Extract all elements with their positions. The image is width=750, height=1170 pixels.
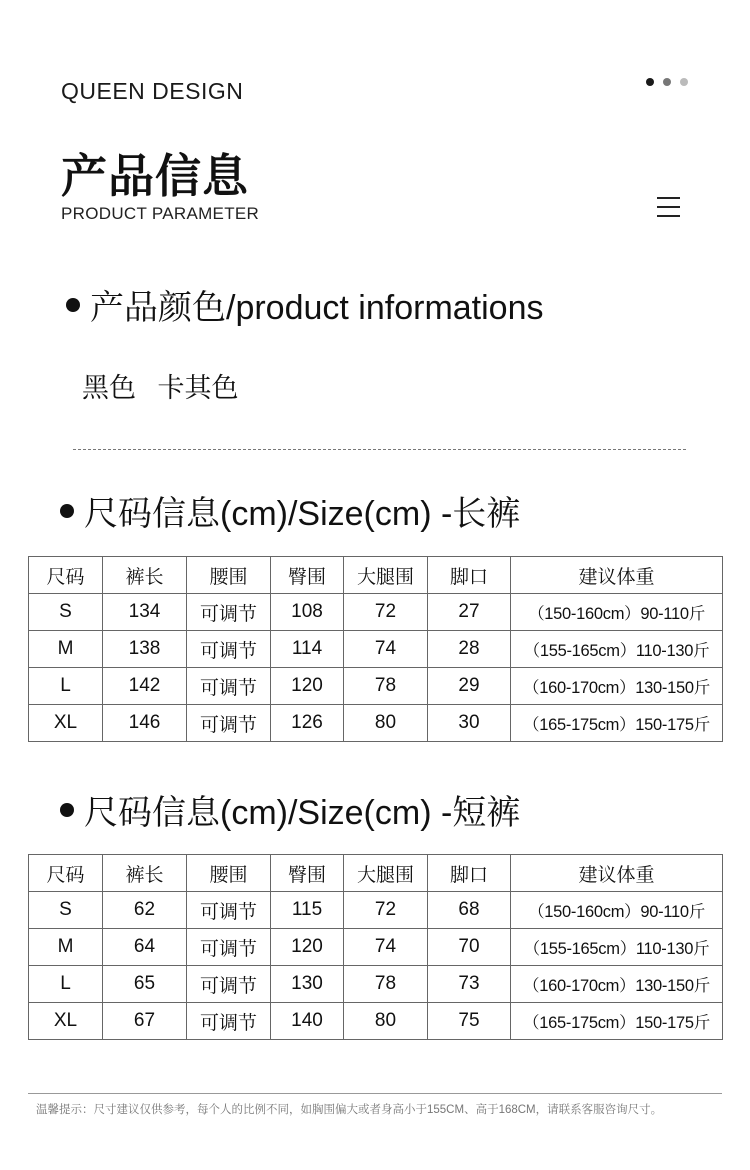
table-cell: 78 (344, 668, 428, 705)
table-row (29, 1003, 723, 1040)
table-row (29, 929, 723, 966)
table-cell: M (29, 631, 103, 668)
table-cell: 74 (344, 929, 428, 966)
column-header: 尺码 (29, 855, 103, 892)
table-cell: （165-175cm）150-175斤 (511, 705, 723, 742)
bullet-icon (60, 504, 74, 518)
table-cell: 75 (428, 1003, 511, 1040)
table-cell: 138 (103, 631, 187, 668)
table-cell: 72 (344, 594, 428, 631)
table-cell: （155-165cm）110-130斤 (511, 631, 723, 668)
table-row (29, 966, 723, 1003)
table-cell: S (29, 892, 103, 929)
column-header: 尺码 (29, 557, 103, 594)
table-cell: L (29, 966, 103, 1003)
column-header: 建议体重 (511, 557, 723, 594)
table-cell: 146 (103, 705, 187, 742)
table-row (29, 594, 723, 631)
table-cell: 62 (103, 892, 187, 929)
table-cell: （155-165cm）110-130斤 (511, 929, 723, 966)
column-header: 建议体重 (511, 855, 723, 892)
table-cell: 73 (428, 966, 511, 1003)
shorts-size-table (28, 854, 723, 1040)
table-cell: M (29, 929, 103, 966)
product-color-heading-text: 产品颜色/product informations (90, 289, 544, 327)
product-color-heading (66, 280, 544, 329)
column-header: 脚口 (428, 557, 511, 594)
shorts-heading (60, 785, 520, 834)
table-cell: 114 (271, 631, 344, 668)
table-cell: 70 (428, 929, 511, 966)
table-cell: （160-170cm）130-150斤 (511, 966, 723, 1003)
table-cell: XL (29, 1003, 103, 1040)
column-header: 臀围 (271, 557, 344, 594)
table-cell: 74 (344, 631, 428, 668)
table-cell: 30 (428, 705, 511, 742)
table-cell: 可调节 (187, 594, 271, 631)
table-cell: 80 (344, 705, 428, 742)
table-cell: 可调节 (187, 631, 271, 668)
table-header-row (29, 557, 723, 594)
page-title: 产品信息 (61, 150, 249, 202)
long-pants-heading-text: 尺码信息(cm)/Size(cm) -长裤 (84, 495, 521, 533)
column-header: 臀围 (271, 855, 344, 892)
table-cell: 28 (428, 631, 511, 668)
footer-divider (28, 1093, 722, 1094)
table-cell: 可调节 (187, 705, 271, 742)
table-cell: 72 (344, 892, 428, 929)
column-header: 裤长 (103, 557, 187, 594)
carousel-dot[interactable] (680, 78, 688, 86)
table-cell: L (29, 668, 103, 705)
table-cell: 120 (271, 929, 344, 966)
column-header: 脚口 (428, 855, 511, 892)
column-header: 大腿围 (344, 557, 428, 594)
table-cell: 64 (103, 929, 187, 966)
product-color-values: 黑色 卡其色 (82, 373, 239, 403)
table-row (29, 705, 723, 742)
table-cell: 120 (271, 668, 344, 705)
table-cell: 80 (344, 1003, 428, 1040)
column-header: 腰围 (187, 855, 271, 892)
carousel-dot-active[interactable] (646, 78, 654, 86)
table-cell: 130 (271, 966, 344, 1003)
column-header: 大腿围 (344, 855, 428, 892)
table-cell: S (29, 594, 103, 631)
table-cell: （150-160cm）90-110斤 (511, 892, 723, 929)
table-cell: （150-160cm）90-110斤 (511, 594, 723, 631)
table-cell: 78 (344, 966, 428, 1003)
table-cell: 140 (271, 1003, 344, 1040)
table-cell: 29 (428, 668, 511, 705)
table-header-row (29, 855, 723, 892)
bullet-icon (66, 298, 80, 312)
table-row (29, 631, 723, 668)
table-cell: 134 (103, 594, 187, 631)
brand-name: QUEEN DESIGN (61, 78, 244, 104)
long-pants-heading (60, 486, 520, 535)
long-pants-size-table (28, 556, 723, 742)
table-cell: 27 (428, 594, 511, 631)
footer-note: 温馨提示：尺寸建议仅供参考，每个人的比例不同，如胸围偏大或者身高小于155CM、高于168CM，请联系客服咨询尺寸。 (36, 1104, 663, 1116)
table-cell: XL (29, 705, 103, 742)
table-cell: 65 (103, 966, 187, 1003)
bullet-icon (60, 803, 74, 817)
table-cell: 可调节 (187, 668, 271, 705)
carousel-dot[interactable] (663, 78, 671, 86)
table-cell: 67 (103, 1003, 187, 1040)
table-cell: 126 (271, 705, 344, 742)
table-cell: 可调节 (187, 892, 271, 929)
table-cell: 108 (271, 594, 344, 631)
table-cell: 115 (271, 892, 344, 929)
column-header: 腰围 (187, 557, 271, 594)
menu-icon[interactable] (657, 197, 680, 217)
table-row (29, 668, 723, 705)
table-cell: 可调节 (187, 966, 271, 1003)
shorts-heading-text: 尺码信息(cm)/Size(cm) -短裤 (84, 794, 521, 832)
carousel-dots (646, 78, 688, 86)
page-subtitle: PRODUCT PARAMETER (61, 204, 260, 223)
table-cell: （165-175cm）150-175斤 (511, 1003, 723, 1040)
table-row (29, 892, 723, 929)
table-cell: （160-170cm）130-150斤 (511, 668, 723, 705)
column-header: 裤长 (103, 855, 187, 892)
table-cell: 68 (428, 892, 511, 929)
table-cell: 142 (103, 668, 187, 705)
dashed-divider (73, 449, 686, 450)
table-cell: 可调节 (187, 929, 271, 966)
table-cell: 可调节 (187, 1003, 271, 1040)
